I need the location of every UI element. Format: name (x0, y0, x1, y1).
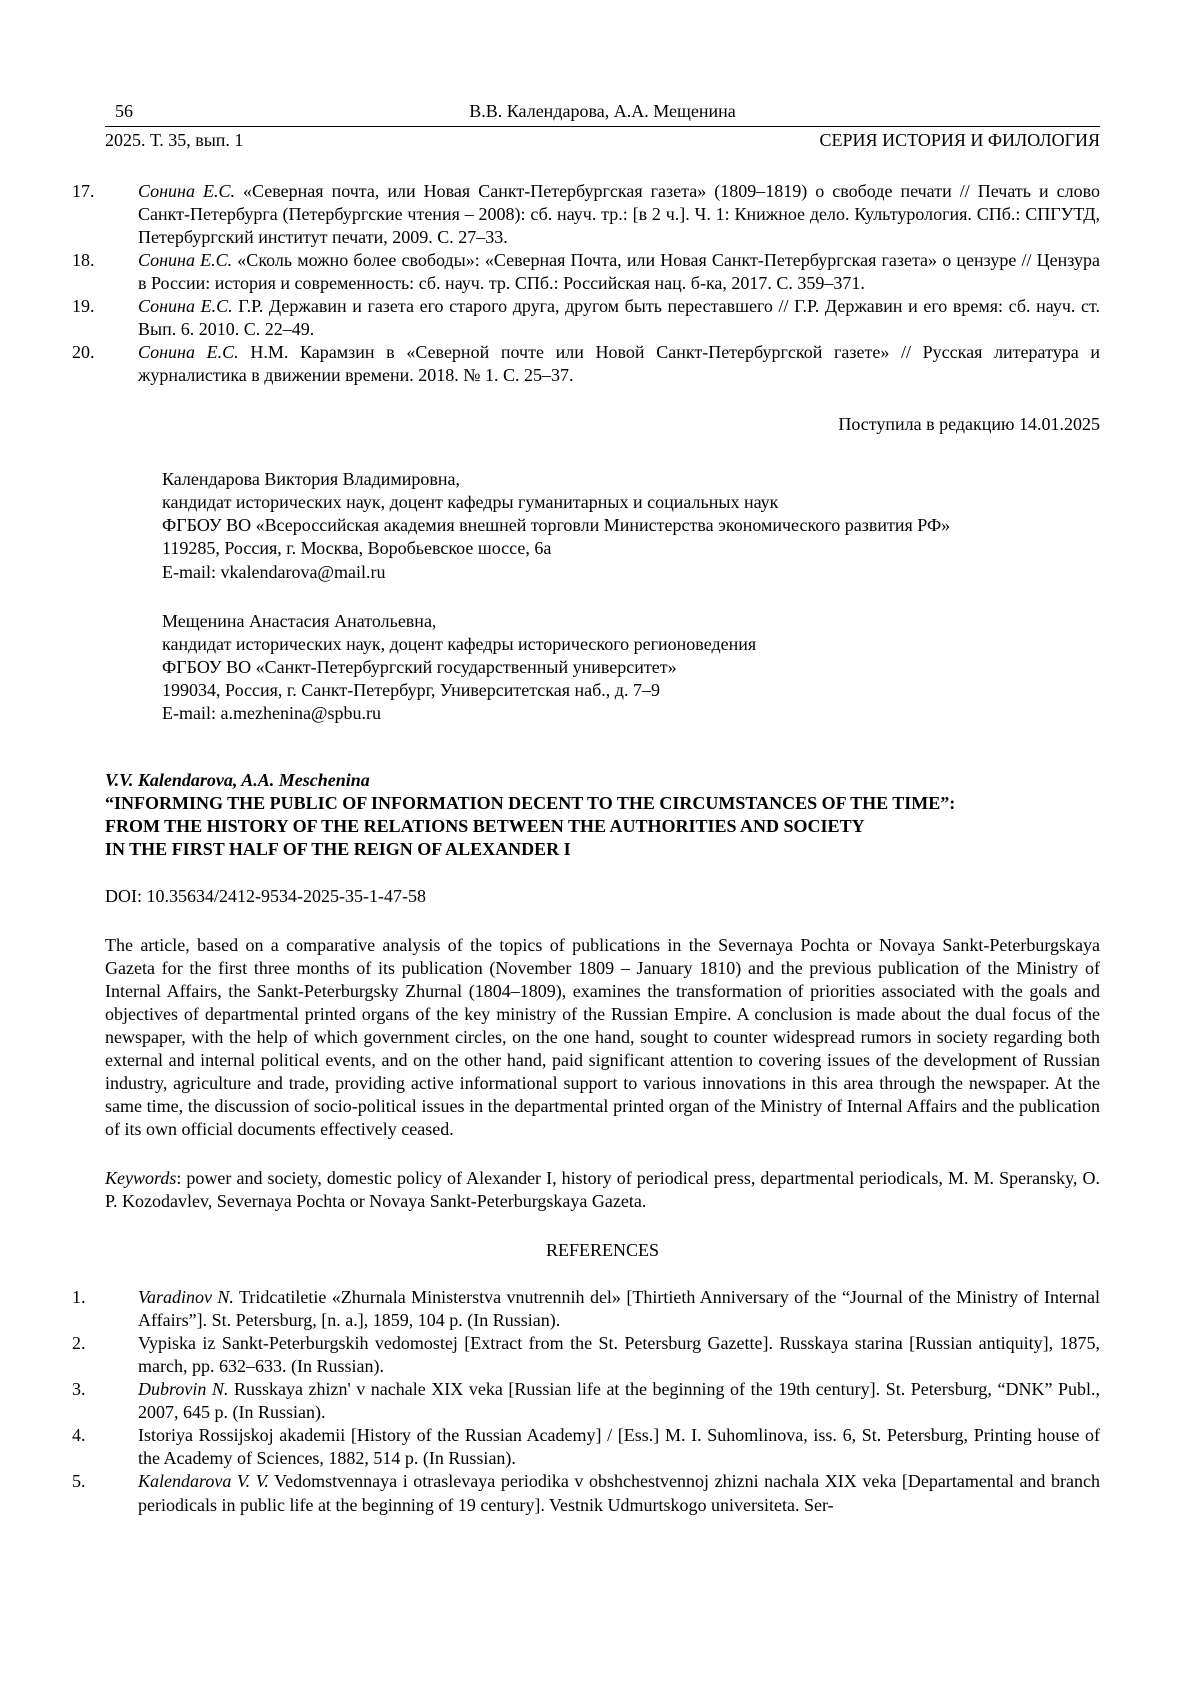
doi: DOI: 10.35634/2412-9534-2025-35-1-47-58 (105, 885, 426, 906)
ref-text: Istoriya Rossijskoj akademii [History of the Russian Academy] / [Ess.] M. I. Suhomlinova, iss. 6, St. Petersburg, Printing house of the Academy of Sciences, 1882, 514 p. (In Russian). (138, 1425, 1100, 1469)
ref-number: 1. (72, 1287, 86, 1308)
ref-author: Сонина Е.С. (138, 342, 239, 363)
header-row-bottom (105, 129, 1100, 152)
author-address: 119285, Россия, г. Москва, Воробьевское шоссе, 6а (162, 538, 552, 559)
ref-text: Н.М. Карамзин в «Северной почте или Новой Санкт-Петербургской газете» // Русская литература и журналистика в движении времени. 2018. № 1. С. 25–37. (138, 342, 1100, 386)
reference-list-ru (72, 180, 1100, 387)
article-title-line-3: IN THE FIRST HALF OF THE REIGN OF ALEXANDER I (105, 838, 571, 859)
author-address: 199034, Россия, г. Санкт-Петербург, Университетская наб., д. 7–9 (162, 679, 660, 700)
series-title: СЕРИЯ ИСТОРИЯ И ФИЛОЛОГИЯ (819, 130, 1100, 151)
ref-text: Russkaya zhizn' v nachale XIX veka [Russian life at the beginning of the 19th century]. St. Petersburg, “DNK” Publ., 2007, 645 p. (In Russian). (138, 1379, 1100, 1423)
ref-text: Vypiska iz Sankt-Peterburgskih vedomostej [Extract from the St. Petersburg Gazette]. Russkaya starina [Russian antiquity], 1875, march, pp. 632–633. (In Russian). (138, 1333, 1100, 1377)
running-head: В.В. Календарова, А.А. Мещенина (469, 101, 736, 121)
received-date: Поступила в редакцию 14.01.2025 (838, 414, 1100, 435)
ref-number: 17. (72, 181, 95, 202)
reference-item-1 (72, 1286, 1100, 1332)
ref-text: Tridcatiletie «Zhurnala Ministerstva vnutrennih del» [Thirtieth Anniversary of the “Journal of the Ministry of Internal Affairs”]. St. Petersburg, [n. a.], 1859, 104 p. (In Russian). (138, 1287, 1100, 1331)
author-email: E-mail: a.mezhenina@spbu.ru (162, 702, 382, 723)
keywords-label: Keywords (105, 1168, 177, 1189)
ref-author: Kalendarova V. V. (138, 1471, 269, 1492)
ref-author: Сонина Е.С. (138, 181, 236, 202)
abstract: The article, based on a comparative analysis of the topics of publications in the Severnaya Pochta or Novaya Sankt-Peterburgskaya Gazeta for the first three months of its publication (November 1809 – January 1810) and the previous publication of the Ministry of Internal Affairs, the Sankt-Peterburgsky Zhurnal (1804–1809), examines the transformation of priorities associated with the goals and objectives of departmental printed organs of the key ministry of the Russian Empire. A conclusion is made about the dual focus of the newspaper, with the help of which government circles, on the one hand, sought to counter widespread rumors in society regarding both external and internal political events, and on the other hand, paid significant attention to covering issues of the development of Russian industry, agriculture and trade, providing active informational support to various innovations in this area through the newspaper. At the same time, the discussion of socio-political issues in the departmental printed organ of the Ministry of Internal Affairs and the publication of its own official documents effectively ceased. (105, 934, 1100, 1140)
ref-text: Г.Р. Державин и газета его старого друга, другом быть переставшего // Г.Р. Державин и его время: сб. науч. ст. Вып. 6. 2010. С. 22–49. (138, 296, 1100, 340)
author-name: Календарова Виктория Владимировна, (162, 469, 461, 490)
reference-list-en (72, 1286, 1100, 1516)
reference-item-18 (72, 249, 1100, 295)
ref-author: Сонина Е.С. (138, 296, 233, 317)
ref-number: 20. (72, 342, 95, 363)
header-row-top (105, 100, 1100, 126)
reference-item-3 (72, 1378, 1100, 1424)
author-affiliation: ФГБОУ ВО «Всероссийская академия внешней торговли Министерства экономического развития РФ» (162, 515, 951, 536)
ref-author: Сонина Е.С. (138, 250, 233, 271)
reference-item-19 (72, 295, 1100, 341)
author-info-block-1 (162, 468, 1100, 583)
article-title (105, 792, 1100, 861)
issue-info: 2025. Т. 35, вып. 1 (105, 130, 244, 151)
author-degree: кандидат исторических наук, доцент кафедры исторического регионоведения (162, 633, 757, 654)
keywords (105, 1167, 1100, 1213)
ref-number: 2. (72, 1333, 86, 1354)
ref-text: «Северная почта, или Новая Санкт-Петербургская газета» (1809–1819) о свободе печати // Печать и слово Санкт-Петербурга (Петербургские чтения – 2008): сб. науч. тр.: [в 2 ч.]. Ч. 1: Книжное дело. Культурология. СПб.: СПГУТД, Петербургский институт печати, 2009. С. 27–33. (138, 181, 1100, 248)
ref-number: 19. (72, 296, 95, 317)
ref-text: «Сколь можно более свободы»: «Северная Почта, или Новая Санкт-Петербургская газета» о цензуре // Цензура в России: история и современность: сб. науч. тр. СПб.: Российская нац. б-ка, 2017. С. 359–371. (138, 250, 1100, 294)
author-name: Мещенина Анастасия Анатольевна, (162, 610, 437, 631)
ref-author: Dubrovin N. (138, 1379, 229, 1400)
page-header (105, 100, 1100, 152)
ref-number: 5. (72, 1471, 86, 1492)
ref-author: Varadinov N. (138, 1287, 234, 1308)
author-degree: кандидат исторических наук, доцент кафедры гуманитарных и социальных наук (162, 492, 779, 513)
header-divider (105, 126, 1100, 127)
author-info-block-2 (162, 610, 1100, 725)
reference-item-20 (72, 341, 1100, 387)
article-title-line-2: FROM THE HISTORY OF THE RELATIONS BETWEEN THE AUTHORITIES AND SOCIETY (105, 815, 865, 836)
author-affiliation: ФГБОУ ВО «Санкт-Петербургский государственный университет» (162, 656, 677, 677)
ref-number: 4. (72, 1425, 86, 1446)
reference-item-2 (72, 1332, 1100, 1378)
keywords-text: : power and society, domestic policy of Alexander I, history of periodical press, departmental periodicals, M. M. Speransky, O. P. Kozodavlev, Severnaya Pochta or Novaya Sankt-Peterburgskaya Gazeta. (105, 1168, 1100, 1212)
references-heading: REFERENCES (545, 1240, 660, 1261)
page-number: 56 (115, 101, 133, 121)
article-title-line-1: “INFORMING THE PUBLIC OF INFORMATION DECENT TO THE CIRCUMSTANCES OF THE TIME”: (105, 792, 956, 813)
author-email: E-mail: vkalendarova@mail.ru (162, 561, 386, 582)
ref-number: 3. (72, 1379, 86, 1400)
english-authors: V.V. Kalendarova, A.A. Meschenina (105, 769, 370, 790)
reference-item-5 (72, 1470, 1100, 1516)
authors-section (162, 468, 1100, 724)
ref-number: 18. (72, 250, 95, 271)
reference-item-4 (72, 1424, 1100, 1470)
reference-item-17 (72, 180, 1100, 249)
ref-text: Vedomstvennaya i otraslevaya periodika v obshchestvennoj zhizni nachala XIX veka [Departamental and branch periodicals in public life at the beginning of 19 century]. Vestnik Udmurtskogo universiteta. Ser- (138, 1471, 1100, 1515)
